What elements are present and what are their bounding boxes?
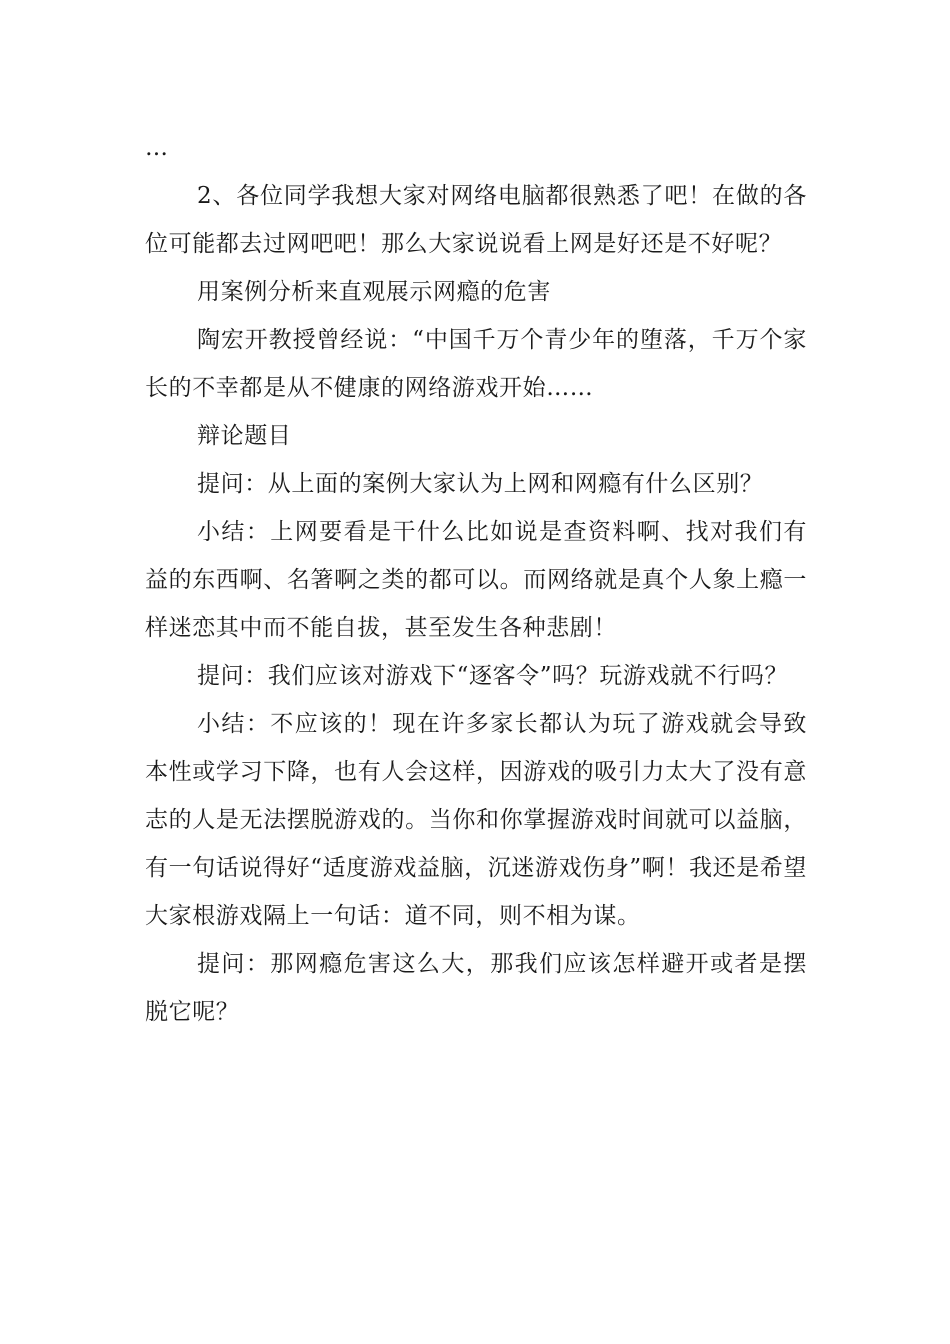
paragraph-summary-2: 小结：不应该的！现在许多家长都认为玩了游戏就会导致本性或学习下降，也有人会这样，因游戏的吸引力太大了没有意志的人是无法摆脱游戏的。当你和你掌握游戏时间就可以益脑，有一句话说得好“适度游戏益脑，沉迷游戏伤身”啊！我还是希望大家根游戏隔上一句话：道不同，则不相为谋。 (145, 711, 807, 929)
paragraph-question-1: 提问：从上面的案例大家认为上网和网瘾有什么区别？ (197, 471, 764, 497)
paragraph-intro-question: 2、各位同学我想大家对网络电脑都很熟悉了吧！在做的各位可能都去过网吧吧！那么大家说说看上网是好还是不好呢？ (145, 183, 807, 257)
paragraph-summary-1: 小结：上网要看是干什么比如说是查资料啊、找对我们有益的东西啊、名箸啊之类的都可以。而网络就是真个人象上瘾一样迷恋其中而不能自拔，甚至发生各种悲剧！ (145, 519, 807, 641)
document-body (145, 124, 807, 1036)
ellipsis-line: … (145, 135, 169, 161)
paragraph-question-3: 提问：那网瘾危害这么大，那我们应该怎样避开或者是摆脱它呢？ (145, 951, 807, 1025)
paragraph-case-analysis: 用案例分析来直观展示网瘾的危害 (197, 279, 551, 305)
paragraph-quote: 陶宏开教授曾经说：“中国千万个青少年的堕落，千万个家长的不幸都是从不健康的网络游戏开始…… (145, 327, 807, 401)
paragraph-debate-topic: 辩论题目 (197, 423, 292, 449)
paragraph-question-2: 提问：我们应该对游戏下“逐客令”吗？玩游戏就不行吗？ (197, 663, 789, 689)
